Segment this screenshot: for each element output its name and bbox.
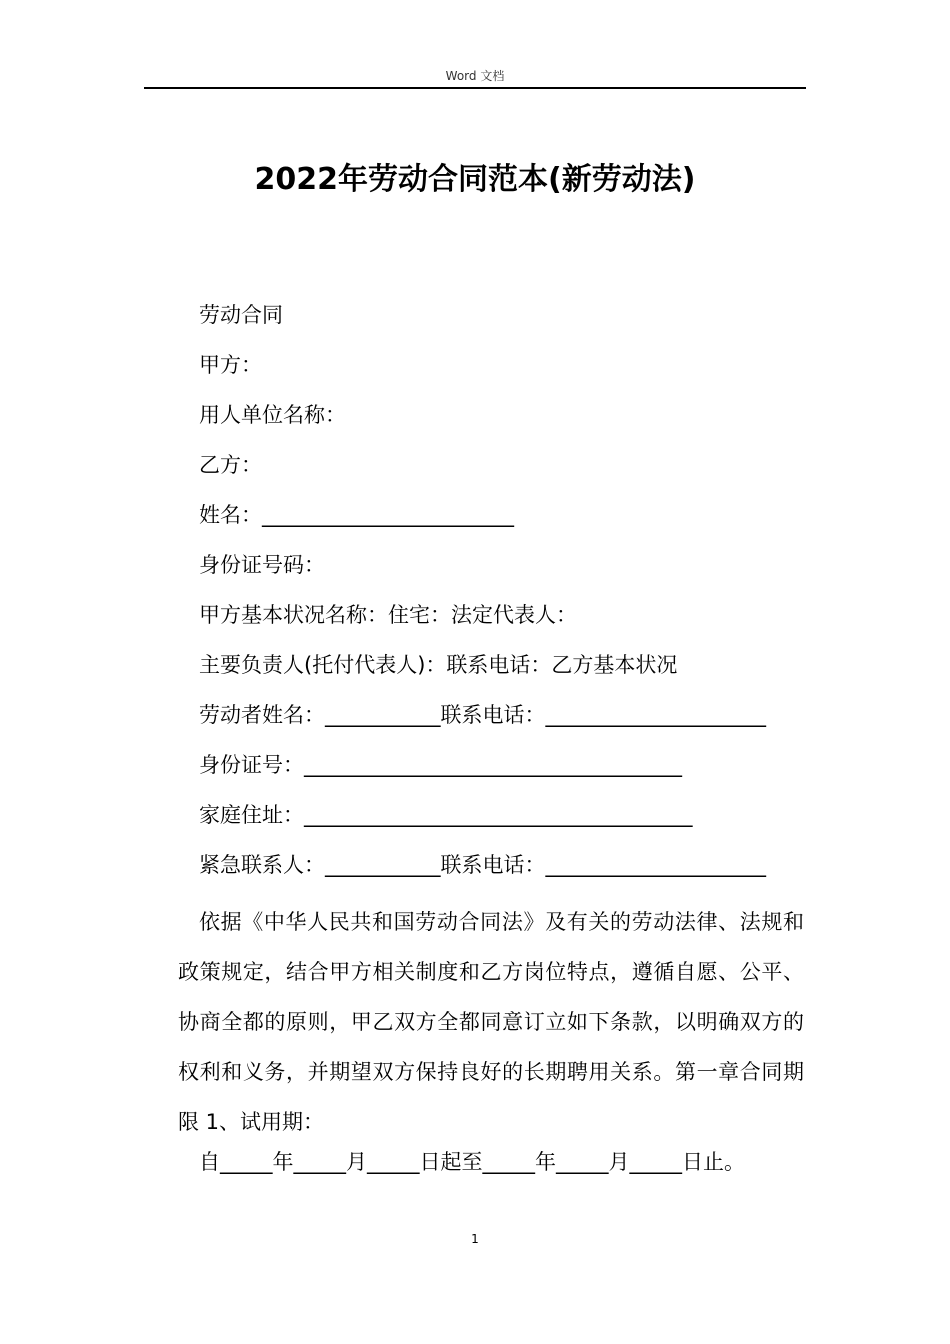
- principal-contact-line: 主要负责人(托付代表人)：联系电话：乙方基本状况: [199, 653, 678, 677]
- party-a-info-line: 甲方基本状况名称：住宅：法定代表人：: [199, 603, 577, 627]
- worker-id-line: 身份证号：____________________________________: [199, 753, 682, 777]
- id-number-line: 身份证号码：: [199, 553, 325, 577]
- page-number: 1: [471, 1232, 479, 1246]
- contract-heading: 劳动合同: [199, 303, 283, 327]
- header-divider: [144, 87, 806, 89]
- home-address-line: 家庭住址：_____________________________________: [199, 803, 693, 827]
- emergency-contact-line: 紧急联系人：___________联系电话：_____________________: [199, 853, 766, 877]
- worker-name-line: 劳动者姓名：___________联系电话：_____________________: [199, 703, 766, 727]
- employer-name-line: 用人单位名称：: [199, 403, 346, 427]
- contract-preamble-paragraph: 依据《中华人民共和国劳动合同法》及有关的劳动法律、法规和政策规定，结合甲方相关制度和乙方岗位特点，遵循自愿、公平、协商全都的原则，甲乙双方全都同意订立如下条款，以明确双方的权利和义务，并期望双方保持良好的长期聘用关系。第一章合同期限 1、试用期：: [178, 910, 804, 1134]
- document-title: 2022年劳动合同范本(新劳动法): [254, 162, 696, 197]
- party-b-label: 乙方：: [199, 453, 262, 477]
- page-header: Word 文档: [445, 69, 505, 83]
- party-a-label: 甲方：: [199, 353, 262, 377]
- name-line: 姓名：________________________: [199, 503, 514, 527]
- term-date-line: 自_____年_____月_____日起至_____年_____月_____日止。: [199, 1150, 745, 1174]
